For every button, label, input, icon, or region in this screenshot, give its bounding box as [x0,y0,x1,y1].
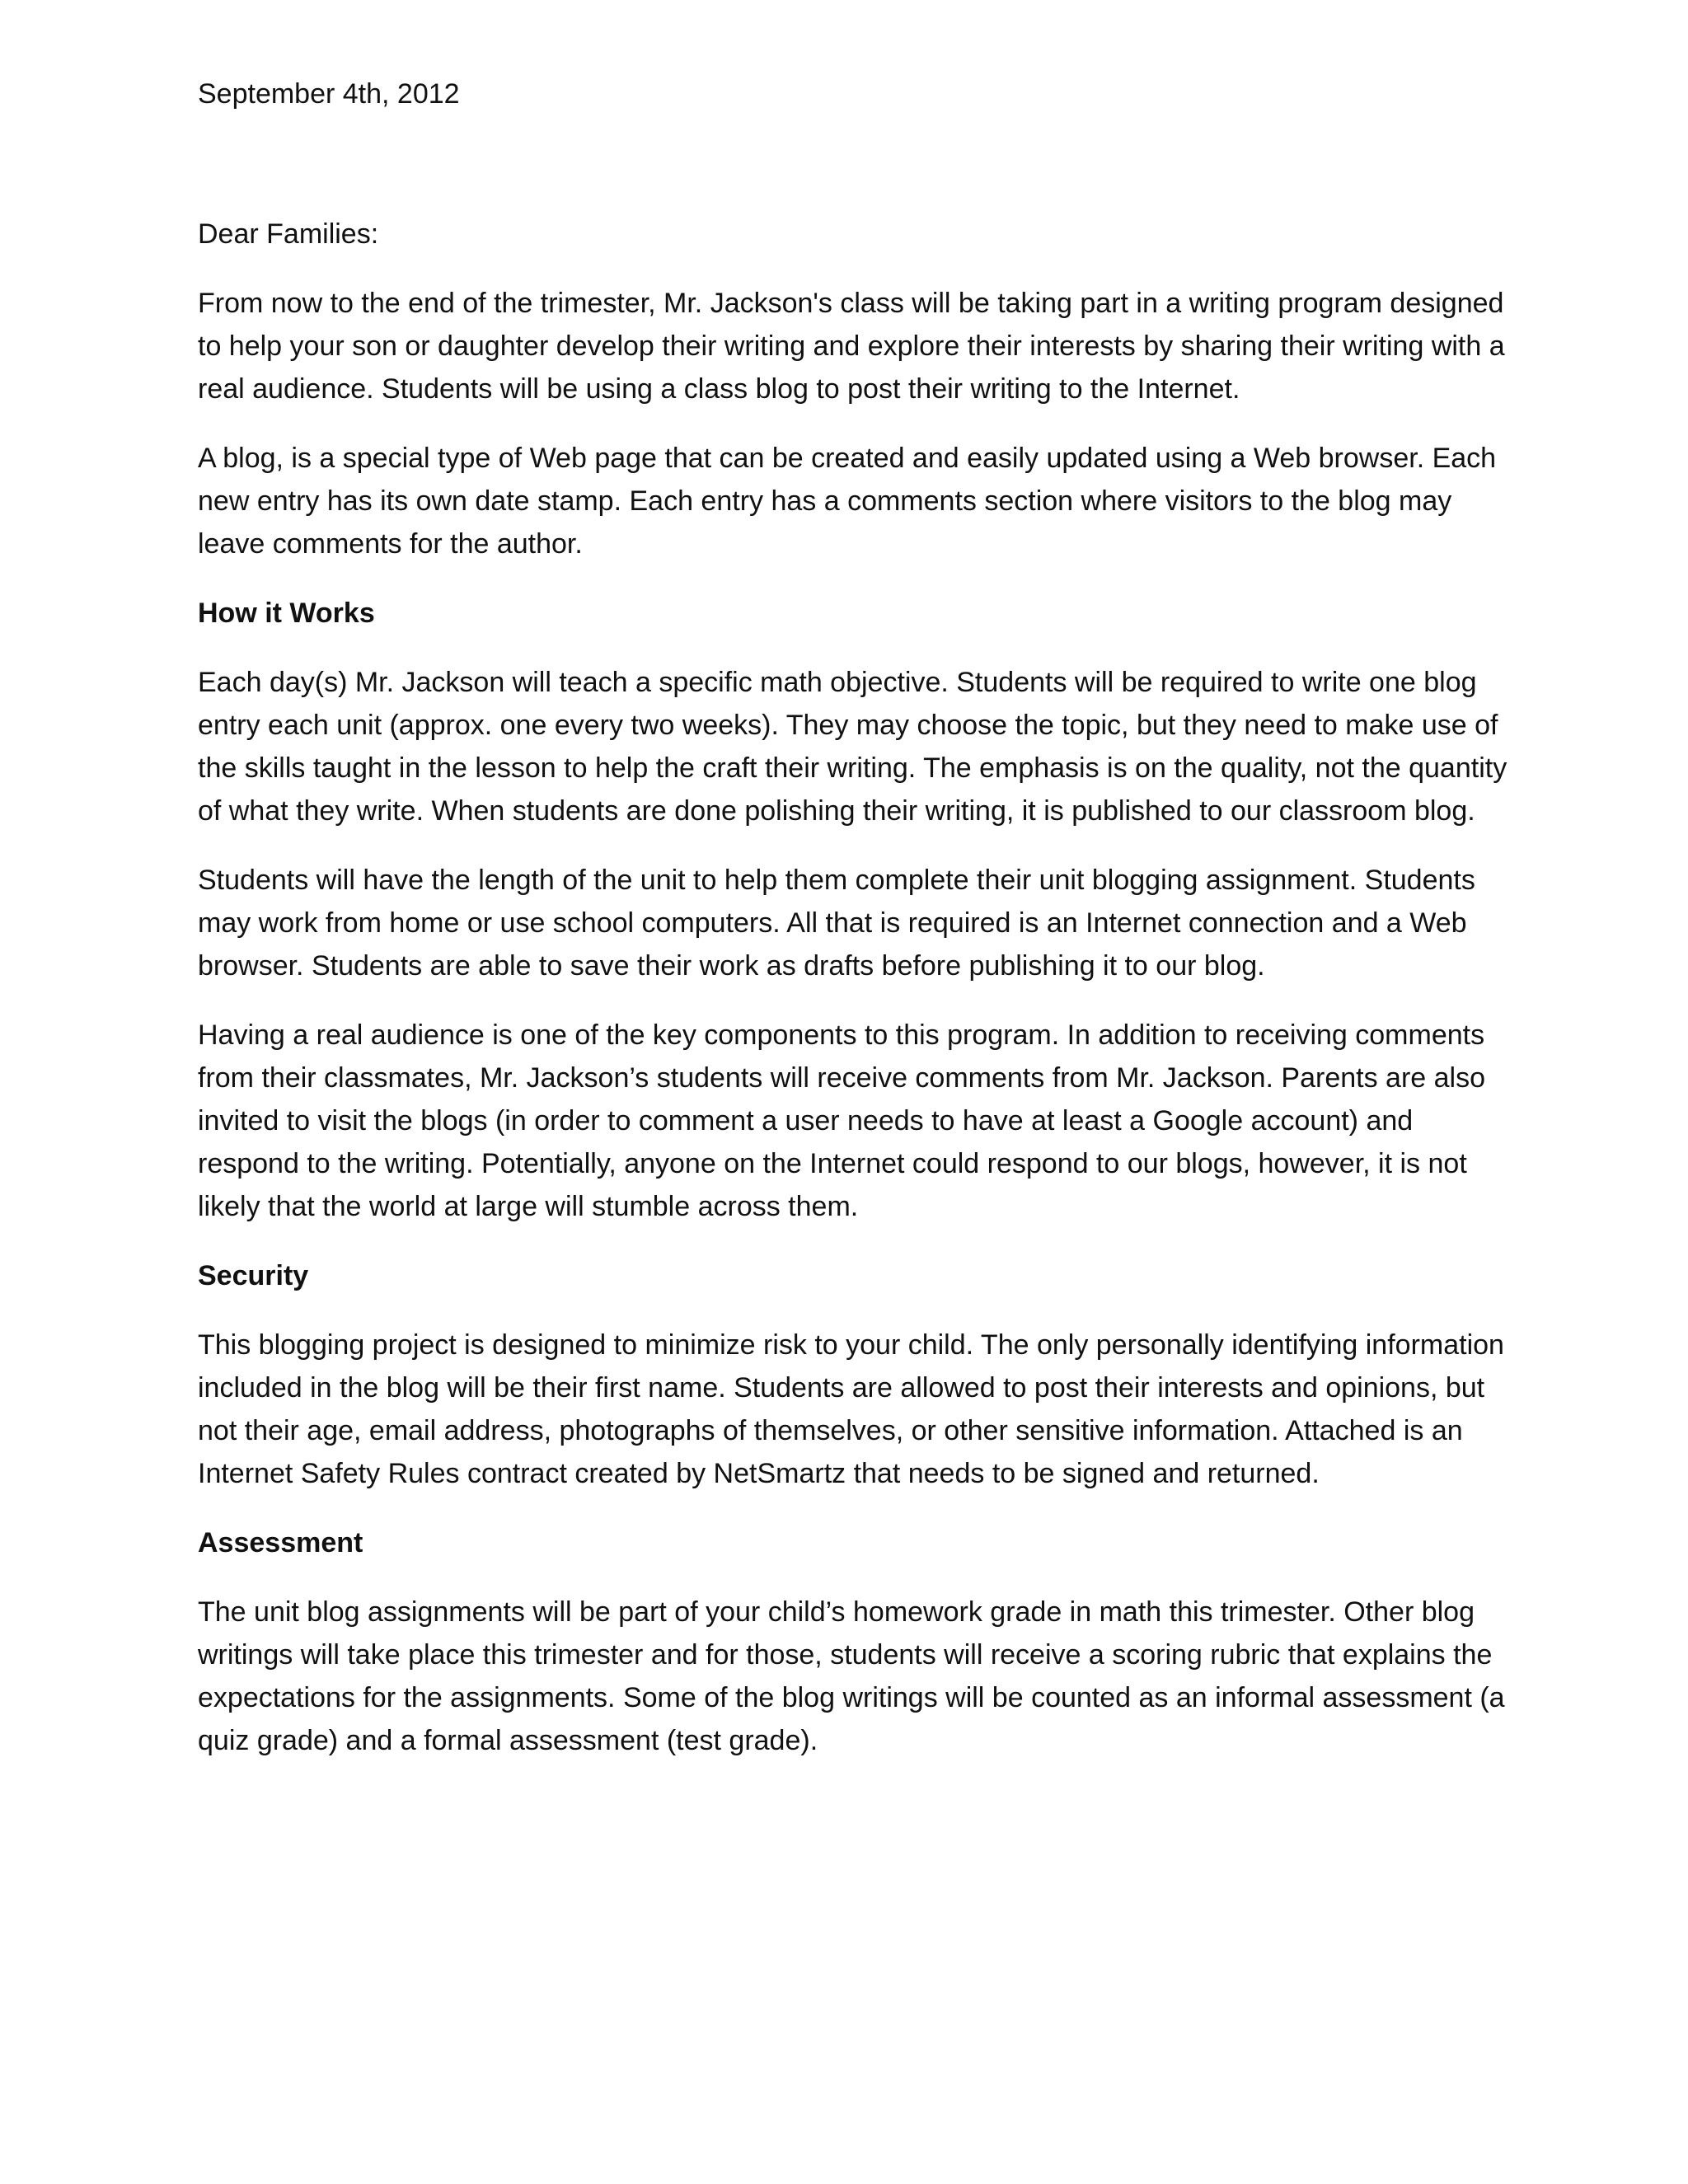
security-paragraph-1: This blogging project is designed to minimize risk to your child. The only personally identifying information included in the blog will be their first name. Students are allowed to post their interests and opinions, but not their age, email address, photographs of themselves, or other sensitive information. Attached is an Internet Safety Rules contract created by NetSmartz that needs to be signed and returned. [198,1329,1504,1489]
intro-paragraph-2: A blog, is a special type of Web page that can be created and easily updated using a Web browser. Each new entry has its own date stamp. Each entry has a comments section where visitors to the blog may leave comments for the author. [198,443,1497,560]
assessment-paragraph-1: The unit blog assignments will be part of your child’s homework grade in math this trimester. Other blog writings will take place this trimester and for those, students will receive a scoring rubric that explains the expectations for the assignments. Some of the blog writings will be counted as an informal assessment (a quiz grade) and a formal assessment (test grade). [198,1596,1505,1756]
how-it-works-paragraph-3: Having a real audience is one of the key components to this program. In addition to receiving comments from their classmates, Mr. Jackson’s students will receive comments from Mr. Jackson. Parents are also invited to visit the blogs (in order to comment a user needs to have at least a Google account) and respond to the writing. Potentially, anyone on the Internet could respond to our blogs, however, it is not likely that the world at large will stumble across them. [198,1019,1486,1222]
section-heading-how-it-works: How it Works [198,598,375,629]
letter-page [198,73,1508,1788]
salutation: Dear Families: [198,218,379,250]
letter-date: September 4th, 2012 [198,78,460,110]
intro-paragraph-1: From now to the end of the trimester, Mr. Jackson's class will be taking part in a writing program designed to help your son or daughter develop their writing and explore their interests by sharing their writing with a real audience. Students will be using a class blog to post their writing to the Internet. [198,288,1505,405]
section-heading-security: Security [198,1260,309,1291]
how-it-works-paragraph-2: Students will have the length of the unit to help them complete their unit blogging assignment. Students may work from home or use school computers. All that is required is an Internet connection and a Web browser. Students are able to save their work as drafts before publishing it to our blog. [198,865,1475,982]
how-it-works-paragraph-1: Each day(s) Mr. Jackson will teach a specific math objective. Students will be required to write one blog entry each unit (approx. one every two weeks). They may choose the topic, but they need to make use of the skills taught in the lesson to help the craft their writing. The emphasis is on the quality, not the quantity of what they write. When students are done polishing their writing, it is published to our classroom blog. [198,667,1507,827]
section-heading-assessment: Assessment [198,1527,363,1558]
